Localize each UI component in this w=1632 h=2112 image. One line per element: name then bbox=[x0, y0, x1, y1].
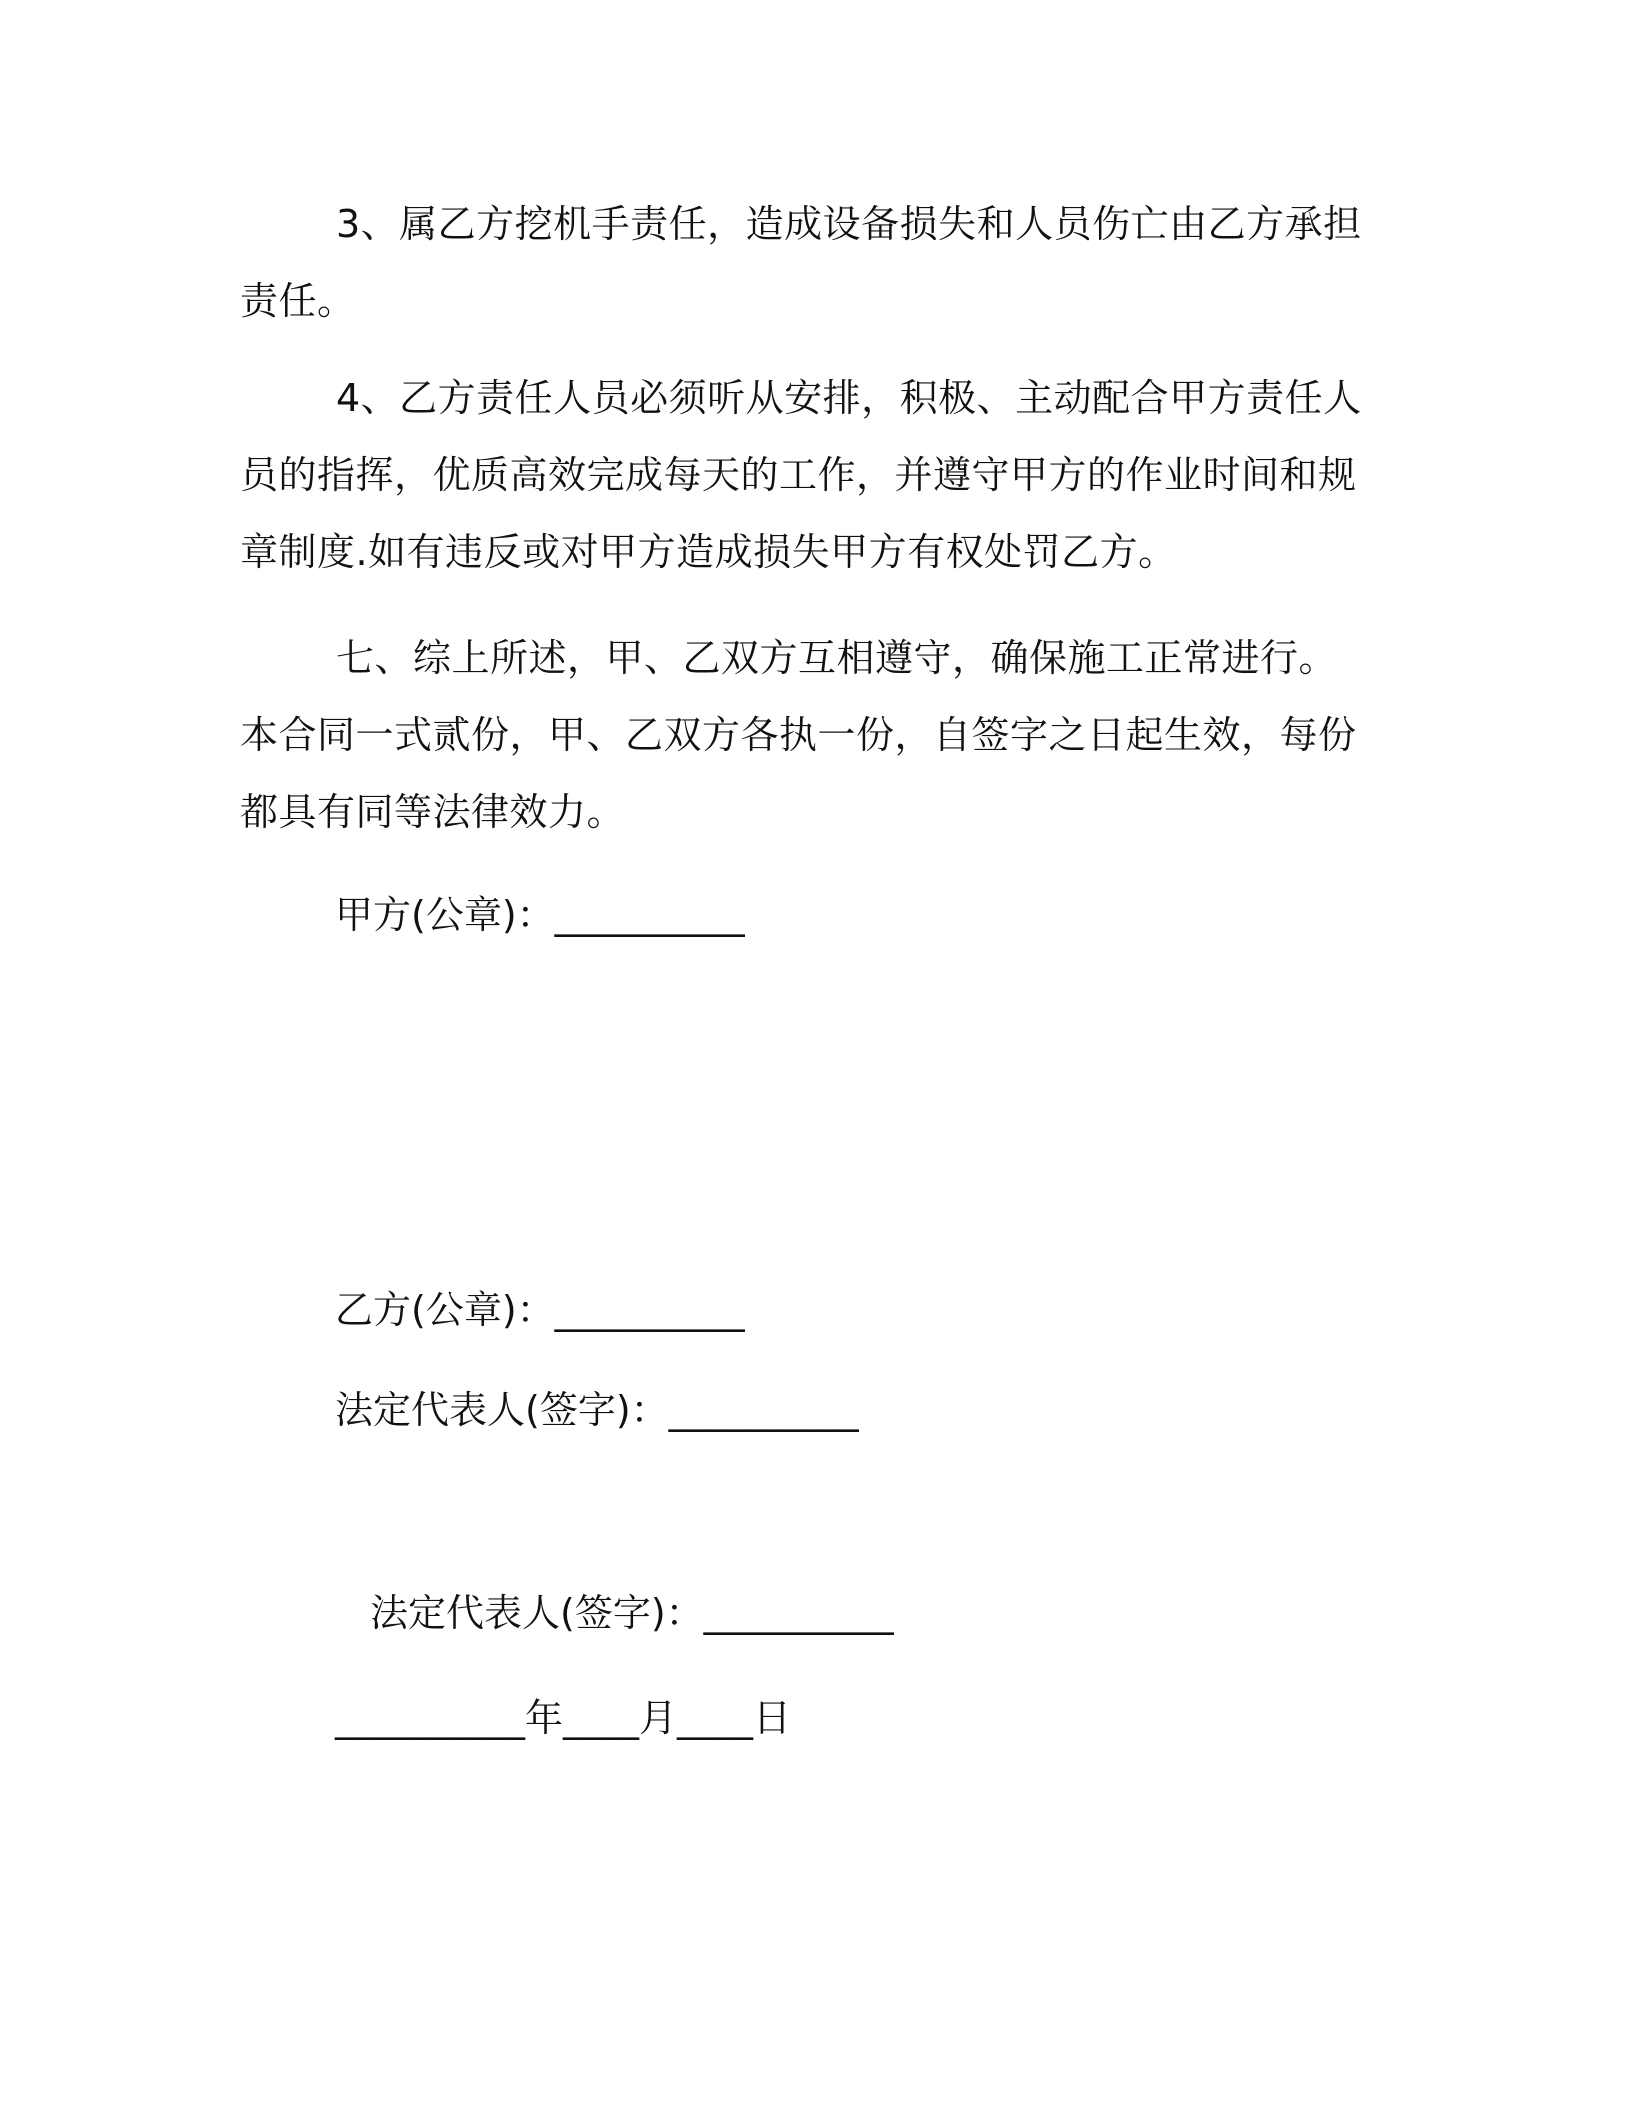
legal-representative-signature-line: 法定代表人(签字)：__________ bbox=[335, 1388, 859, 1432]
clause-3-paragraph: 3、属乙方挖机手责任，造成设备损失和人员伤亡由乙方承担责任。 bbox=[240, 202, 1362, 323]
party-a-seal-line: 甲方(公章)：__________ bbox=[335, 893, 745, 937]
party-b-seal-line: 乙方(公章)：__________ bbox=[335, 1288, 745, 1332]
clause-4-paragraph: 4、乙方责任人员必须听从安排，积极、主动配合甲方责任人员的指挥，优质高效完成每天的工作，并遵守甲方的作业时间和规章制度.如有违反或对甲方造成损失甲方有权处罚乙方。 bbox=[240, 376, 1362, 574]
clause-7-paragraph: 七、综上所述，甲、乙双方互相遵守，确保施工正常进行。本合同一式贰份，甲、乙双方各执一份，自签字之日起生效，每份都具有同等法律效力。 bbox=[240, 636, 1357, 834]
legal-representative-signature-line-2: 法定代表人(签字)：__________ bbox=[370, 1591, 894, 1635]
date-line: __________年____月____日 bbox=[335, 1696, 792, 1740]
